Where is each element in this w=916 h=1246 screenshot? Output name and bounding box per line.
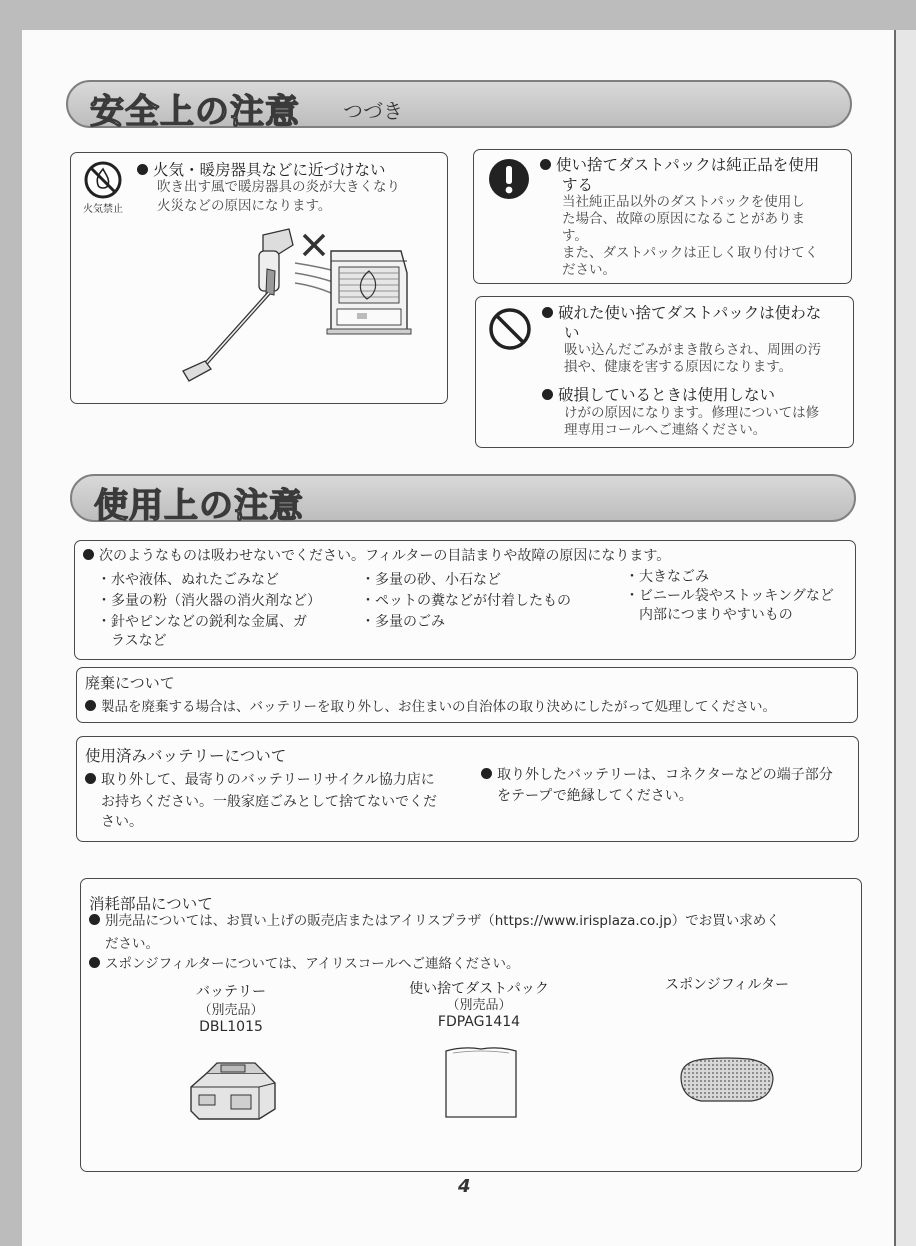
bullet-icon bbox=[481, 768, 492, 779]
usage-warning-box bbox=[74, 540, 856, 660]
fire-icon-label: 火気禁止 bbox=[83, 204, 123, 215]
usage-section-header bbox=[70, 474, 856, 526]
used-battery-heading: 使用済みバッテリーについて bbox=[85, 747, 287, 765]
disposal-box bbox=[76, 667, 858, 723]
used-battery-right-2: をテープで絶縁してください。 bbox=[497, 788, 693, 804]
bullet-icon bbox=[542, 389, 553, 400]
vacuum-heater-illustration bbox=[171, 221, 421, 397]
usage-col3-item: ・大きなごみ bbox=[625, 569, 709, 585]
exclamation-icon bbox=[488, 158, 530, 200]
consumables-line-2: スポンジフィルターについては、アイリスコールへご連絡ください。 bbox=[105, 956, 520, 972]
dust-bag-icon bbox=[443, 1045, 519, 1119]
used-battery-left-3: さい。 bbox=[101, 814, 143, 830]
genuine-line-1: 当社純正品以外のダストパックを使用し bbox=[562, 194, 805, 210]
used-battery-right-1: 取り外したバッテリーは、コネクターなどの端子部分 bbox=[497, 767, 833, 783]
usage-col2-item: ・多量のごみ bbox=[361, 614, 445, 630]
usage-col1-item: ・針やピンなどの鋭利な金属、ガ bbox=[97, 614, 307, 630]
safety-title: 安全上の注意 bbox=[90, 92, 300, 132]
genuine-line-2: た場合、故障の原因になることがありま bbox=[562, 211, 805, 227]
bullet-icon bbox=[137, 164, 148, 175]
used-battery-left-2: お持ちください。一般家庭ごみとして捨てないでくだ bbox=[101, 794, 437, 810]
genuine-heading-cont: する bbox=[562, 176, 594, 194]
heater-icon bbox=[327, 251, 411, 334]
torn-line-1: 吸い込んだごみがまき散らされ、周囲の汚 bbox=[564, 342, 822, 358]
consumables-box bbox=[80, 878, 862, 1172]
close-x-icon bbox=[304, 235, 324, 255]
sponge-filter-icon bbox=[679, 1055, 775, 1105]
bullet-icon bbox=[542, 307, 553, 318]
consumables-heading: 消耗部品について bbox=[89, 895, 213, 913]
torn-line-2: 損や、健康を害する原因になります。 bbox=[564, 359, 793, 375]
battery-name: バッテリー bbox=[196, 984, 266, 1000]
dust-bag-code: FDPAG1414 bbox=[437, 1014, 521, 1030]
consumables-line-1b: ださい。 bbox=[105, 936, 159, 952]
disposal-heading: 廃棄について bbox=[85, 674, 175, 692]
battery-icon bbox=[187, 1061, 279, 1123]
consumables-line-1: 別売品については、お買い上げの販売店またはアイリスプラザ（https://www.irisplaza.co.jp）でお買い求めく bbox=[105, 913, 780, 929]
torn-dustpack-box bbox=[475, 296, 854, 448]
safety-subtitle: つづき bbox=[343, 99, 403, 123]
genuine-line-5: ださい。 bbox=[562, 262, 616, 278]
used-battery-left-1: 取り外して、最寄りのバッテリーリサイクル協力店に bbox=[101, 772, 435, 788]
fire-heading: 火気・暖房器具などに近づけない bbox=[153, 161, 386, 179]
usage-col1-item: ラスなど bbox=[97, 633, 167, 649]
torn-heading-cont: い bbox=[564, 324, 580, 342]
genuine-line-4: また、ダストパックは正しく取り付けてく bbox=[562, 245, 819, 261]
damaged-heading: 破損しているときは使用しない bbox=[558, 386, 776, 404]
usage-col1-item: ・多量の粉（消火器の消火剤など） bbox=[97, 593, 321, 609]
bullet-icon bbox=[85, 700, 96, 711]
bullet-icon bbox=[83, 549, 94, 560]
bullet-icon bbox=[89, 914, 100, 925]
damaged-line-2: 理専用コールへご連絡ください。 bbox=[564, 422, 767, 438]
stick-vacuum-icon bbox=[183, 229, 293, 381]
fire-line-2: 火災などの原因になります。 bbox=[157, 198, 332, 214]
bullet-icon bbox=[540, 159, 551, 170]
genuine-line-3: す。 bbox=[562, 228, 588, 244]
bullet-icon bbox=[89, 957, 100, 968]
disposal-text: 製品を廃棄する場合は、バッテリーを取り外し、お住まいの自治体の取り決めにしたがって処理してください。 bbox=[101, 699, 776, 715]
dust-bag-name: 使い捨てダストパック bbox=[409, 981, 549, 997]
damaged-line-1: けがの原因になります。修理については修 bbox=[564, 405, 820, 421]
page-number: 4 bbox=[458, 1176, 471, 1197]
prohibited-icon bbox=[488, 307, 532, 351]
usage-col3-item: 内部につまりやすいもの bbox=[625, 607, 793, 623]
no-fire-icon bbox=[84, 161, 122, 199]
genuine-heading: 使い捨てダストパックは純正品を使用 bbox=[556, 156, 820, 174]
battery-note: （別売品） bbox=[198, 1003, 264, 1018]
page-edge bbox=[894, 30, 916, 1246]
fire-warning-box bbox=[70, 152, 448, 404]
torn-heading: 破れた使い捨てダストパックは使わな bbox=[558, 304, 822, 322]
safety-section-header bbox=[66, 80, 852, 132]
usage-col1-item: ・水や液体、ぬれたごみなど bbox=[97, 572, 279, 588]
sponge-filter-name: スポンジフィルター bbox=[665, 977, 789, 993]
usage-title: 使用上の注意 bbox=[94, 486, 304, 526]
usage-col2-item: ・ペットの糞などが付着したもの bbox=[361, 593, 571, 609]
dust-bag-note: （別売品） bbox=[446, 998, 512, 1013]
bullet-icon bbox=[85, 773, 96, 784]
usage-col2-item: ・多量の砂、小石など bbox=[361, 572, 501, 588]
battery-code: DBL1015 bbox=[199, 1019, 263, 1035]
fire-line-1: 吹き出す風で暖房器具の炎が大きくなり bbox=[157, 179, 400, 195]
used-battery-box bbox=[76, 736, 859, 842]
usage-col3-item: ・ビニール袋やストッキングなど bbox=[625, 588, 834, 604]
genuine-dustpack-box bbox=[473, 149, 852, 284]
usage-intro: 次のようなものは吸わせないでください。フィルターの目詰まりや故障の原因になります。 bbox=[99, 548, 671, 564]
